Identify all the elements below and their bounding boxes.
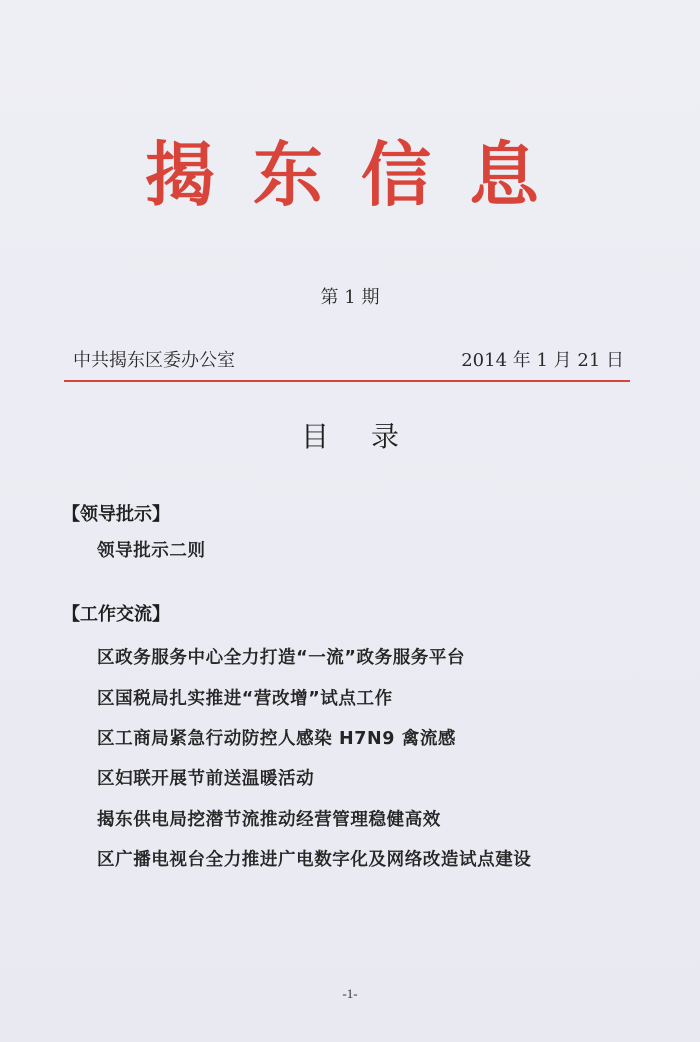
toc-item: 领导批示二则 [97, 541, 206, 561]
issue-number: 第 1 期 [320, 287, 380, 308]
issue-date: 2014 年 1 月 21 日 [461, 350, 624, 371]
toc-item: 区广播电视台全力推进广电数字化及网络改造试点建设 [97, 850, 532, 870]
publisher-name: 中共揭东区委办公室 [73, 350, 235, 371]
masthead-title: 揭东信息 [145, 133, 577, 216]
page-number: -1- [342, 986, 358, 1001]
toc-section-heading-leader-instructions: 【领导批示】 [62, 504, 170, 525]
toc-title: 目录 [300, 420, 441, 453]
toc-item: 区政务服务中心全力打造“一流”政务服务平台 [97, 648, 466, 668]
toc-item: 区工商局紧急行动防控人感染 H7N9 禽流感 [97, 729, 457, 749]
toc-item: 区妇联开展节前送温暖活动 [97, 769, 315, 789]
toc-section-heading-work-exchange: 【工作交流】 [62, 604, 170, 625]
toc-item: 揭东供电局挖潜节流推动经营管理稳健高效 [97, 810, 441, 830]
red-divider-line [64, 380, 630, 382]
toc-item: 区国税局扎实推进“营改增”试点工作 [97, 689, 393, 709]
